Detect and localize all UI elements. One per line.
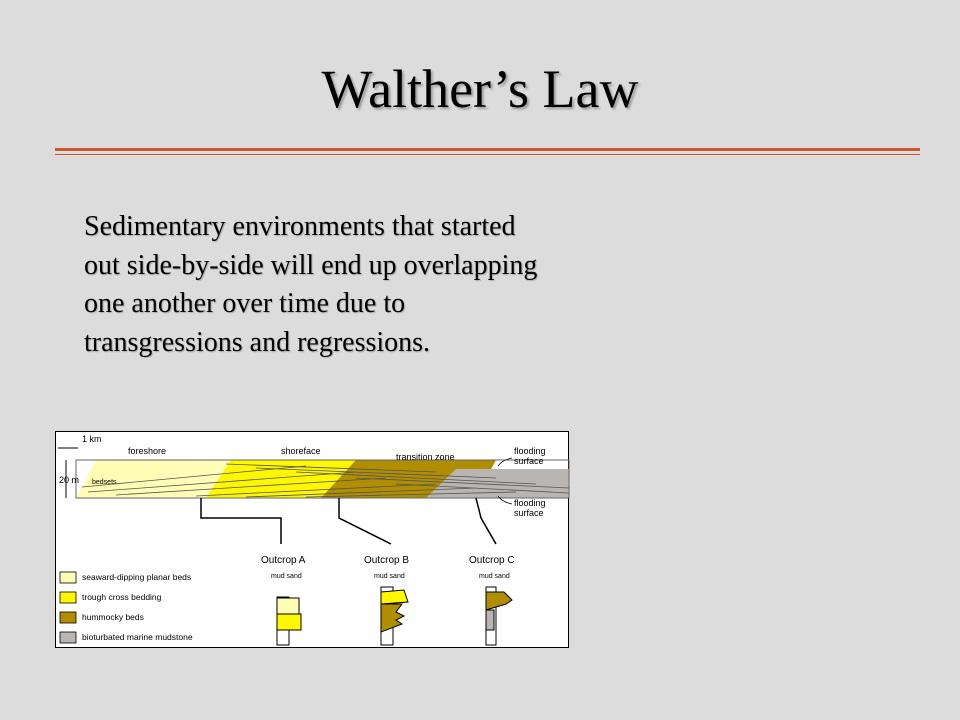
vertical-scale-label: 20 m: [59, 475, 80, 485]
outcrop-a-axis: mud sand: [271, 573, 302, 580]
legend-label-mudstone: bioturbated marine mudstone: [82, 632, 193, 642]
slide-title: Walther’s Law: [321, 59, 639, 119]
flooding-surface-top-line1: flooding: [514, 446, 546, 456]
title-divider-thick: [55, 148, 920, 151]
flooding-surface-bottom-line1: flooding: [514, 498, 546, 508]
outcrop-c-label: Outcrop C: [469, 555, 515, 566]
legend-swatch-planar: [60, 572, 76, 583]
zone-label-foreshore: foreshore: [128, 446, 167, 456]
legend-swatch-hummocky: [60, 612, 76, 623]
zone-label-transition: transition zone: [396, 452, 455, 462]
outcrop-connectors: [201, 498, 496, 544]
outcrop-b-column: [381, 587, 408, 645]
bedsets-label: bedsets: [92, 479, 117, 486]
outcrop-c-column: [486, 587, 512, 645]
slide-body-text: Sedimentary environments that started out side-by-side will end up overlapping one another over time due to transgressions and regressions.: [84, 211, 538, 358]
legend-label-planar: seaward-dipping planar beds: [82, 572, 192, 582]
outcrop-b-axis: mud sand: [374, 573, 405, 580]
outcrop-c-axis: mud sand: [479, 573, 510, 580]
diagram-canvas: [56, 432, 570, 649]
legend: [60, 572, 193, 643]
walthers-law-diagram: [55, 431, 569, 648]
legend-swatch-trough: [60, 592, 76, 603]
outcrop-a-label: Outcrop A: [261, 555, 306, 566]
flooding-surface-top-line2: surface: [514, 456, 544, 466]
zone-label-shoreface: shoreface: [281, 446, 321, 456]
outcrop-b-label: Outcrop B: [364, 555, 410, 566]
flooding-surface-bottom-line2: surface: [514, 508, 544, 518]
horizontal-scale-label: 1 km: [82, 434, 102, 444]
legend-label-trough: trough cross bedding: [82, 592, 162, 602]
legend-label-hummocky: hummocky beds: [82, 612, 144, 622]
legend-swatch-mudstone: [60, 632, 76, 643]
outcrop-a-column: [277, 597, 301, 645]
flooding-surface-top-arrow: [498, 458, 512, 466]
title-divider-thin: [55, 154, 920, 155]
